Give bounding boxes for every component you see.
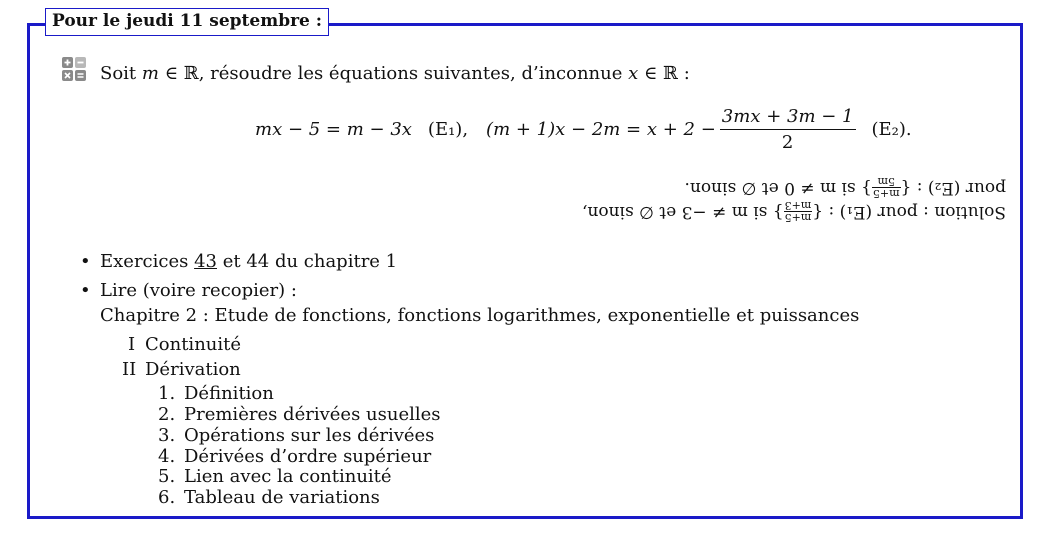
fraction-numerator: 3mx + 3m − 1	[720, 106, 856, 130]
subsection-6: 6. Tableau de variations	[158, 487, 380, 508]
section-2-number: II	[122, 359, 137, 380]
equation-e2-label: (E₂).	[871, 118, 912, 140]
section-2-label: Dérivation	[145, 359, 241, 380]
subsection-4: 4. Dérivées d’ordre supérieur	[158, 446, 432, 467]
subsection-3: 3. Opérations sur les dérivées	[158, 425, 435, 446]
calculator-icon	[61, 56, 87, 82]
subsection-5: 5. Lien avec la continuité	[158, 466, 392, 487]
exercise-statement: Soit m ∈ ℝ, résoudre les équations suivantes, d’inconnue x ∈ ℝ :	[100, 63, 690, 84]
equation-e1: mx − 5 = m − 3x	[255, 118, 412, 140]
subsection-2: 2. Premières dérivées usuelles	[158, 404, 441, 425]
solution-line-1: Solution : pour (E₁) : { m+5 m+3 } si m ≠ −3 et ∅ sinon,	[582, 199, 1006, 224]
equation-e2-fraction	[720, 106, 856, 153]
solution-line-2: pour (E₂) : { m+5 5m } si m ≠ 0 et ∅ sinon.	[684, 175, 1006, 200]
assignment-title: Pour le jeudi 11 septembre :	[45, 8, 329, 36]
task-exercises: Exercices 43 et 44 du chapitre 1	[100, 251, 398, 272]
task-read: Lire (voire recopier) :	[100, 280, 297, 301]
equation-e2-left: (m + 1)x − 2m = x + 2 −	[486, 118, 716, 140]
exercise-43-link[interactable]: 43	[194, 251, 217, 272]
chapter-title: Chapitre 2 : Etude de fonctions, fonctions logarithmes, exponentielle et puissances	[100, 305, 860, 326]
bullet-2: •	[80, 280, 91, 301]
equations	[255, 103, 912, 155]
fraction-denominator: 2	[781, 131, 794, 153]
section-1-label: Continuité	[145, 334, 242, 355]
subsection-1: 1. Définition	[158, 383, 274, 404]
bullet-1: •	[80, 251, 91, 272]
section-1-number: I	[128, 334, 136, 355]
upside-down-solution	[582, 175, 1006, 224]
equation-e1-label: (E₁),	[427, 118, 469, 140]
